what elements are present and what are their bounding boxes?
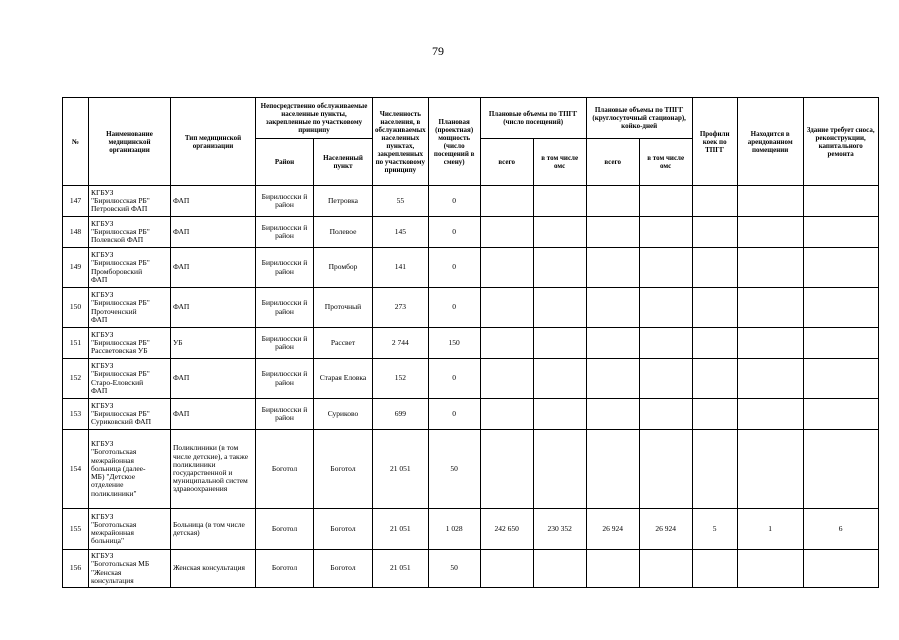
cell-row-number: 155 <box>63 509 89 550</box>
cell-visits-oms <box>533 550 586 588</box>
cell-profile-beds <box>692 248 737 288</box>
table-row <box>63 217 879 248</box>
cell-row-number: 151 <box>63 328 89 359</box>
cell-visits-total <box>480 248 533 288</box>
cell-population: 55 <box>373 186 429 217</box>
cell-settlement: Проточный <box>314 288 373 328</box>
header-beds-total: всего <box>586 139 639 186</box>
header-profile-beds: Профили коек по ТПГГ <box>692 98 737 186</box>
cell-org-type: Больница (в том числе детская) <box>171 509 256 550</box>
cell-visits-total <box>480 186 533 217</box>
cell-beds-total <box>586 359 639 399</box>
cell-demolition <box>803 248 878 288</box>
header-visits-total: всего <box>480 139 533 186</box>
cell-settlement: Боготол <box>314 430 373 509</box>
cell-visits-oms <box>533 359 586 399</box>
cell-population: 21 051 <box>373 430 429 509</box>
cell-capacity: 50 <box>428 550 480 588</box>
cell-demolition <box>803 217 878 248</box>
cell-population: 21 051 <box>373 550 429 588</box>
cell-row-number: 150 <box>63 288 89 328</box>
cell-capacity: 0 <box>428 217 480 248</box>
cell-settlement: Промбор <box>314 248 373 288</box>
cell-org-name: КГБУЗ "Бирилюсская РБ" Суриковский ФАП <box>89 399 171 430</box>
table-row <box>63 248 879 288</box>
cell-beds-oms <box>639 430 692 509</box>
table-row <box>63 359 879 399</box>
cell-beds-total <box>586 550 639 588</box>
cell-beds-total <box>586 217 639 248</box>
cell-beds-oms <box>639 359 692 399</box>
cell-profile-beds <box>692 217 737 248</box>
cell-settlement: Петровка <box>314 186 373 217</box>
cell-rented: 1 <box>737 509 803 550</box>
cell-population: 699 <box>373 399 429 430</box>
cell-org-type: ФАП <box>171 248 256 288</box>
cell-visits-oms <box>533 217 586 248</box>
cell-org-name: КГБУЗ "Бирилюсская РБ" Проточенский ФАП <box>89 288 171 328</box>
table-row <box>63 186 879 217</box>
cell-rented <box>737 217 803 248</box>
cell-visits-total <box>480 217 533 248</box>
cell-visits-oms <box>533 328 586 359</box>
cell-org-type: Женская консультация <box>171 550 256 588</box>
cell-beds-total <box>586 328 639 359</box>
cell-settlement: Суриково <box>314 399 373 430</box>
header-demolition: Здание требует сноса, реконструкции, капитального ремонта <box>803 98 878 186</box>
cell-org-type: ФАП <box>171 288 256 328</box>
cell-population: 152 <box>373 359 429 399</box>
header-org-name: Наименование медицинской организации <box>89 98 171 186</box>
cell-demolition <box>803 430 878 509</box>
cell-rented <box>737 430 803 509</box>
cell-demolition <box>803 550 878 588</box>
cell-demolition <box>803 288 878 328</box>
cell-visits-total <box>480 430 533 509</box>
cell-beds-total: 26 924 <box>586 509 639 550</box>
cell-rented <box>737 359 803 399</box>
cell-district: Бирилюсски й район <box>256 217 314 248</box>
cell-beds-total <box>586 186 639 217</box>
cell-row-number: 154 <box>63 430 89 509</box>
cell-beds-oms <box>639 328 692 359</box>
cell-visits-total <box>480 359 533 399</box>
table-row <box>63 509 879 550</box>
cell-org-name: КГБУЗ "Боготольская МБ "Женская консультация <box>89 550 171 588</box>
cell-org-name: КГБУЗ "Боготольская межрайонная больница" <box>89 509 171 550</box>
cell-rented <box>737 288 803 328</box>
cell-profile-beds <box>692 550 737 588</box>
table-row <box>63 399 879 430</box>
medical-organizations-table <box>62 97 879 588</box>
cell-settlement: Рассвет <box>314 328 373 359</box>
cell-visits-total <box>480 550 533 588</box>
cell-profile-beds <box>692 328 737 359</box>
cell-profile-beds <box>692 399 737 430</box>
table-row <box>63 288 879 328</box>
header-beds-oms: в том числе омс <box>639 139 692 186</box>
header-served-group: Непосредственно обслуживаемые населенные пункты, закрепленные по участковому принципу <box>256 98 373 139</box>
cell-district: Боготол <box>256 430 314 509</box>
header-district: Район <box>256 139 314 186</box>
table-row <box>63 328 879 359</box>
cell-district: Боготол <box>256 550 314 588</box>
cell-beds-total <box>586 430 639 509</box>
cell-capacity: 0 <box>428 288 480 328</box>
cell-district: Бирилюсски й район <box>256 248 314 288</box>
cell-beds-oms <box>639 288 692 328</box>
cell-settlement: Полевое <box>314 217 373 248</box>
cell-visits-oms <box>533 288 586 328</box>
cell-rented <box>737 328 803 359</box>
cell-beds-oms <box>639 248 692 288</box>
cell-visits-total: 242 650 <box>480 509 533 550</box>
header-visits-oms: в том числе омс <box>533 139 586 186</box>
cell-rented <box>737 550 803 588</box>
cell-org-name: КГБУЗ "Бирилюсская РБ" Промборовский ФАП <box>89 248 171 288</box>
cell-population: 145 <box>373 217 429 248</box>
cell-capacity: 0 <box>428 248 480 288</box>
cell-capacity: 50 <box>428 430 480 509</box>
cell-row-number: 149 <box>63 248 89 288</box>
header-settlement: Населенный пункт <box>314 139 373 186</box>
header-org-type: Тип медицинской организации <box>171 98 256 186</box>
cell-district: Бирилюсски й район <box>256 399 314 430</box>
cell-org-name: КГБУЗ "Бирилюсская РБ" Рассветовская УБ <box>89 328 171 359</box>
cell-org-name: КГБУЗ "Бирилюсская РБ" Петровский ФАП <box>89 186 171 217</box>
cell-beds-oms <box>639 186 692 217</box>
cell-org-name: КГБУЗ "Бирилюсская РБ" Полевской ФАП <box>89 217 171 248</box>
cell-rented <box>737 399 803 430</box>
cell-profile-beds <box>692 288 737 328</box>
cell-capacity: 0 <box>428 399 480 430</box>
cell-rented <box>737 186 803 217</box>
cell-district: Бирилюсски й район <box>256 359 314 399</box>
cell-settlement: Старая Еловка <box>314 359 373 399</box>
header-rented: Находится в арендованном помещении <box>737 98 803 186</box>
cell-org-name: КГБУЗ "Бирилюсская РБ" Старо-Еловский ФАП <box>89 359 171 399</box>
cell-profile-beds <box>692 359 737 399</box>
cell-beds-total <box>586 288 639 328</box>
header-capacity: Плановая (проектная) мощность (число посещений в смену) <box>428 98 480 186</box>
cell-district: Бирилюсски й район <box>256 288 314 328</box>
cell-settlement: Боготол <box>314 550 373 588</box>
cell-org-type: УБ <box>171 328 256 359</box>
cell-visits-total <box>480 288 533 328</box>
cell-population: 21 051 <box>373 509 429 550</box>
cell-capacity: 0 <box>428 359 480 399</box>
cell-rented <box>737 248 803 288</box>
cell-demolition: 6 <box>803 509 878 550</box>
cell-org-type: ФАП <box>171 217 256 248</box>
cell-population: 2 744 <box>373 328 429 359</box>
header-beds-group: Плановые объемы по ТПГГ (круглосуточный стационар), койко-дней <box>586 98 692 139</box>
cell-visits-oms <box>533 248 586 288</box>
cell-row-number: 148 <box>63 217 89 248</box>
cell-visits-total <box>480 328 533 359</box>
cell-org-type: Поликлиники (в том числе детские), а также поликлиники государственной и муниципальной систем здравоохранения <box>171 430 256 509</box>
cell-capacity: 0 <box>428 186 480 217</box>
cell-org-type: ФАП <box>171 399 256 430</box>
cell-district: Бирилюсски й район <box>256 186 314 217</box>
cell-population: 141 <box>373 248 429 288</box>
cell-demolition <box>803 359 878 399</box>
cell-profile-beds <box>692 186 737 217</box>
cell-row-number: 156 <box>63 550 89 588</box>
cell-population: 273 <box>373 288 429 328</box>
cell-demolition <box>803 186 878 217</box>
header-num: № <box>63 98 89 186</box>
cell-beds-oms <box>639 217 692 248</box>
cell-profile-beds <box>692 430 737 509</box>
header-population: Численность населения, в обслуживаемых населенных пунктах, закрепленных по участковому принципу <box>373 98 429 186</box>
cell-settlement: Боготол <box>314 509 373 550</box>
cell-org-type: ФАП <box>171 359 256 399</box>
cell-capacity: 150 <box>428 328 480 359</box>
cell-capacity: 1 028 <box>428 509 480 550</box>
cell-beds-oms <box>639 399 692 430</box>
cell-district: Боготол <box>256 509 314 550</box>
cell-district: Бирилюсски й район <box>256 328 314 359</box>
table-row <box>63 550 879 588</box>
cell-org-type: ФАП <box>171 186 256 217</box>
cell-beds-total <box>586 399 639 430</box>
cell-visits-oms: 230 352 <box>533 509 586 550</box>
cell-beds-oms <box>639 550 692 588</box>
header-visits-group: Плановые объемы по ТПГГ (число посещений) <box>480 98 586 139</box>
cell-profile-beds: 5 <box>692 509 737 550</box>
cell-demolition <box>803 328 878 359</box>
cell-org-name: КГБУЗ "Боготольская межрайонная больница (далее- МБ) "Детское отделение поликлиники" <box>89 430 171 509</box>
cell-row-number: 147 <box>63 186 89 217</box>
cell-row-number: 153 <box>63 399 89 430</box>
cell-visits-total <box>480 399 533 430</box>
cell-beds-oms: 26 924 <box>639 509 692 550</box>
page-number: 79 <box>432 44 444 58</box>
cell-visits-oms <box>533 186 586 217</box>
cell-row-number: 152 <box>63 359 89 399</box>
cell-beds-total <box>586 248 639 288</box>
cell-visits-oms <box>533 399 586 430</box>
table-row <box>63 430 879 509</box>
cell-demolition <box>803 399 878 430</box>
cell-visits-oms <box>533 430 586 509</box>
